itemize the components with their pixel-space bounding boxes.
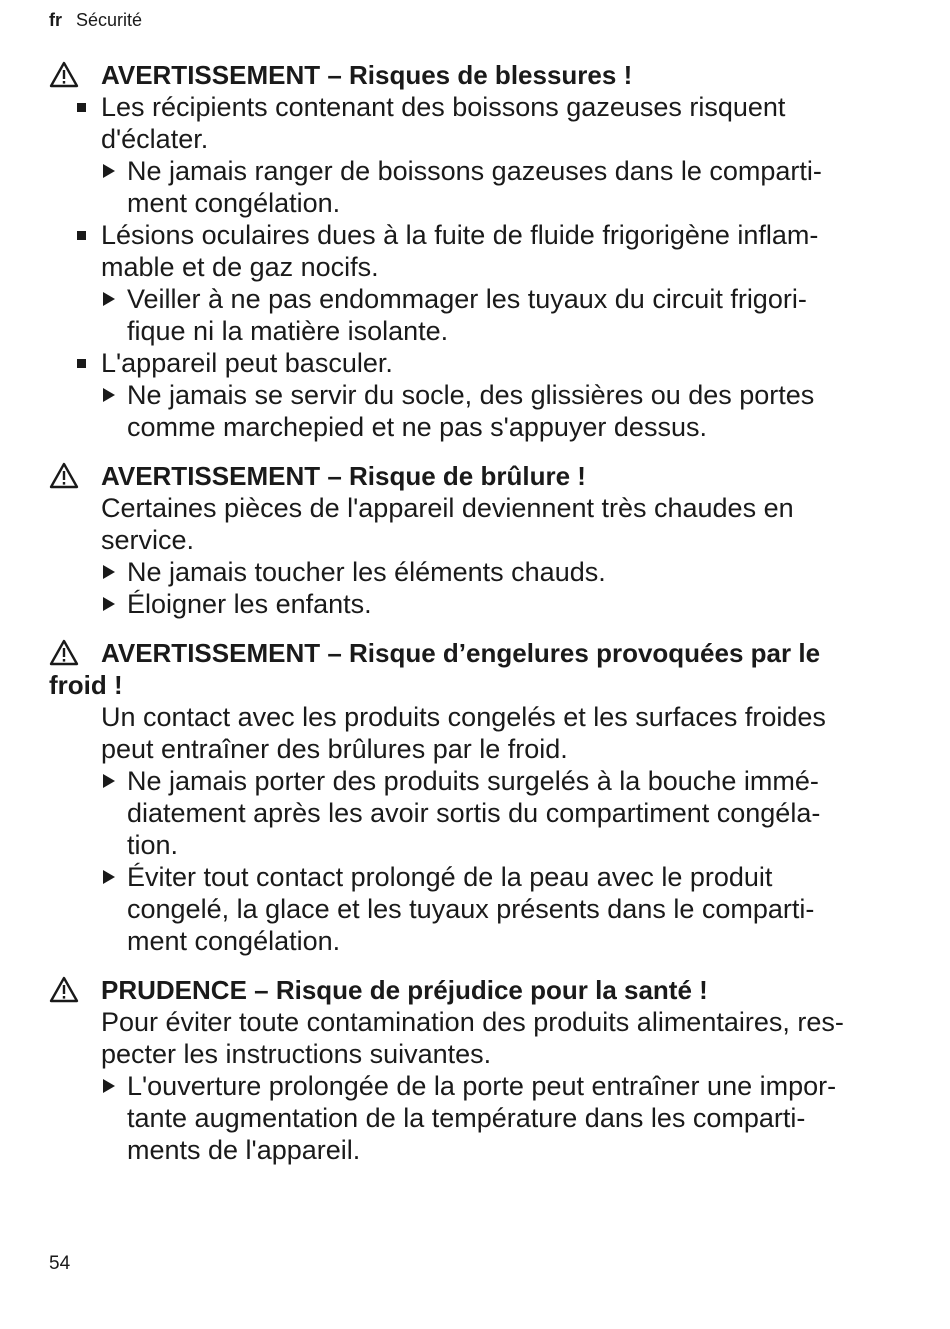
caution-health xyxy=(49,974,899,1166)
safety-content xyxy=(49,59,899,1183)
warning-injury xyxy=(49,59,899,443)
warning-frostbite xyxy=(49,637,899,957)
warning-triangle-icon xyxy=(49,974,101,1003)
action-item: Éloigner les enfants. xyxy=(127,588,899,620)
warning-title: AVERTISSEMENT – Risque d’engelures provoquées par le xyxy=(101,638,821,668)
section-title: Sécurité xyxy=(76,10,143,30)
warning-triangle-icon xyxy=(49,637,101,666)
bullet-item: L'appareil peut basculer. xyxy=(101,347,899,379)
action-item: L'ouverture prolongée de la porte peut entraîner une impor- tante augmentation de la température dans les comparti- ments de l'appareil. xyxy=(127,1070,899,1166)
action-item: Éviter tout contact prolongé de la peau avec le produit congelé, la glace et les tuyaux présents dans le comparti- ment congélation. xyxy=(127,861,899,957)
page-number: 54 xyxy=(49,1253,71,1274)
warning-title: PRUDENCE – Risque de préjudice pour la santé ! xyxy=(101,975,708,1005)
action-item: Ne jamais porter des produits surgelés à la bouche immé- diatement après les avoir sortis du compartiment congéla- tion. xyxy=(127,765,899,861)
language-code: fr xyxy=(49,10,62,30)
action-item: Ne jamais ranger de boissons gazeuses dans le comparti- ment congélation. xyxy=(127,155,899,219)
page-header xyxy=(49,10,142,31)
warning-triangle-icon xyxy=(49,59,101,88)
warning-description: Un contact avec les produits congelés et les surfaces froides peut entraîner des brûlures par le froid. xyxy=(101,702,826,764)
warning-title: AVERTISSEMENT – Risques de blessures ! xyxy=(101,60,633,90)
action-item: Veiller à ne pas endommager les tuyaux du circuit frigori- fique ni la matière isolante. xyxy=(127,283,899,347)
warning-description: Pour éviter toute contamination des produits alimentaires, res- pecter les instructions suivantes. xyxy=(101,1007,844,1069)
warning-title-cont: froid ! xyxy=(49,670,123,700)
warning-description: Certaines pièces de l'appareil deviennent très chaudes en service. xyxy=(101,493,794,555)
bullet-item: Les récipients contenant des boissons gazeuses risquent d'éclater. xyxy=(101,91,899,155)
action-item: Ne jamais se servir du socle, des glissières ou des portes comme marchepied et ne pas s'appuyer dessus. xyxy=(127,379,899,443)
warning-triangle-icon xyxy=(49,460,101,489)
bullet-item: Lésions oculaires dues à la fuite de fluide frigorigène inflam- mable et de gaz nocifs. xyxy=(101,219,899,283)
action-item: Ne jamais toucher les éléments chauds. xyxy=(127,556,899,588)
warning-burn xyxy=(49,460,899,620)
warning-title: AVERTISSEMENT – Risque de brûlure ! xyxy=(101,461,586,491)
